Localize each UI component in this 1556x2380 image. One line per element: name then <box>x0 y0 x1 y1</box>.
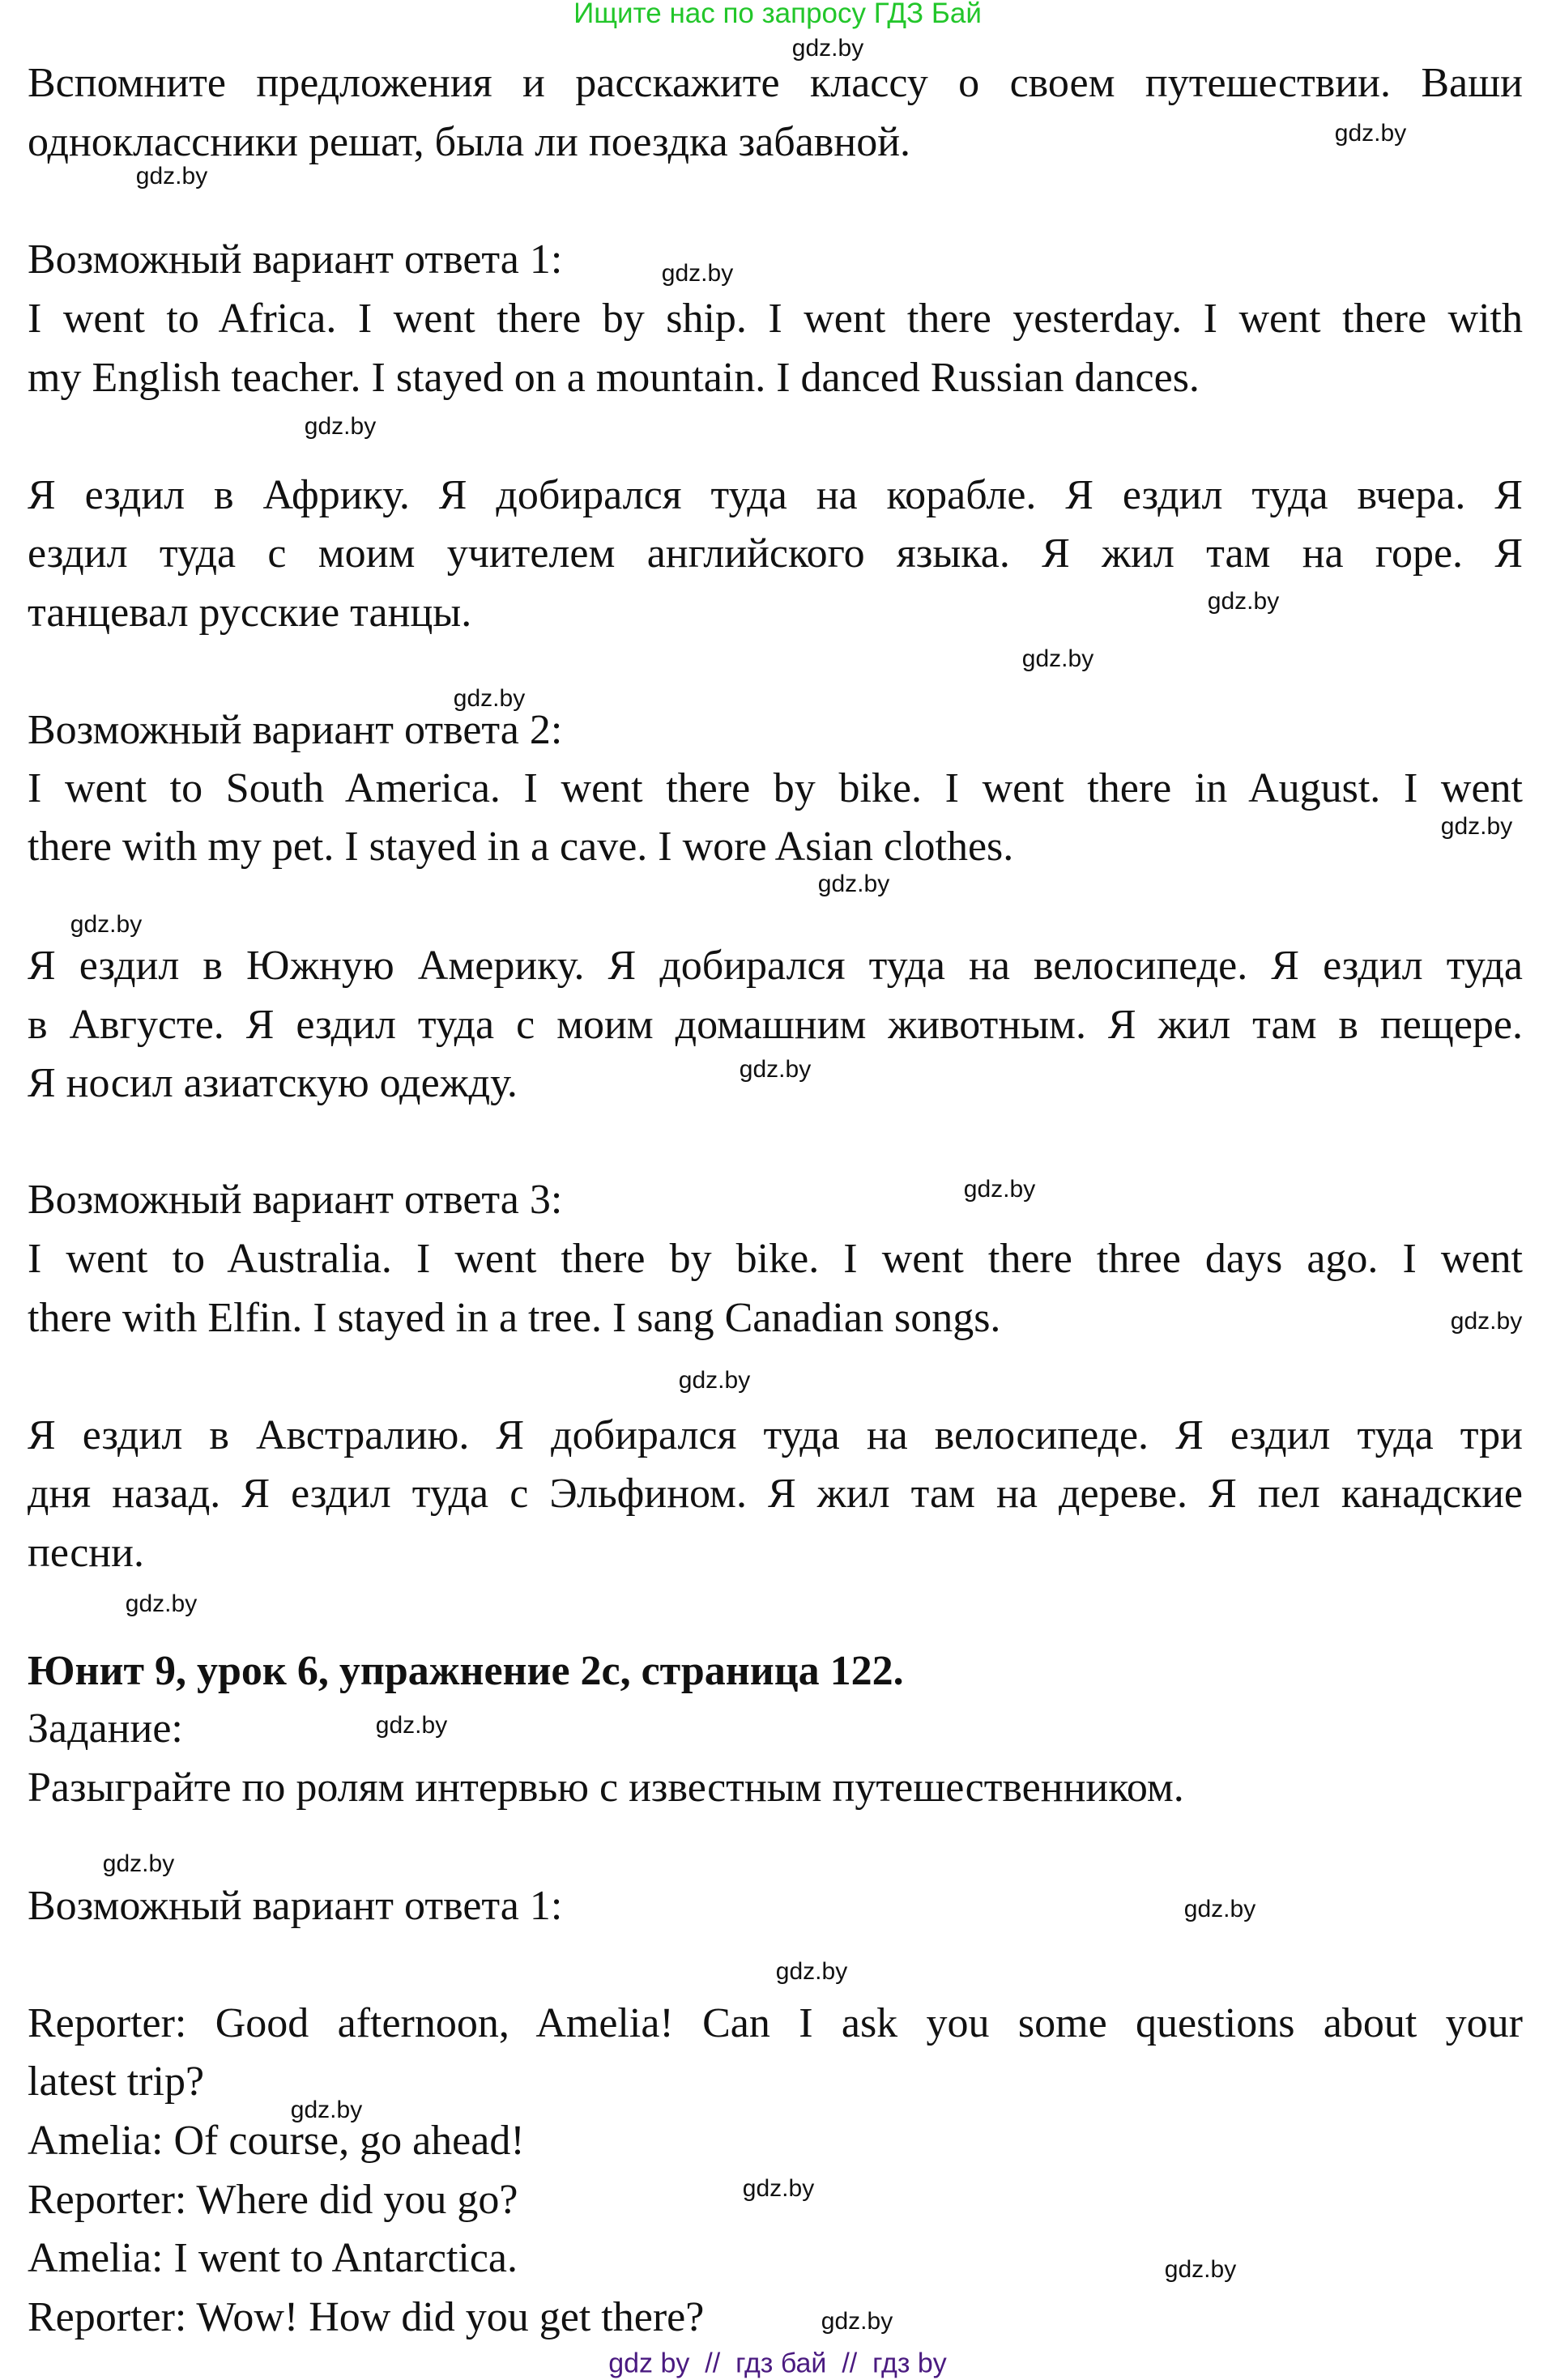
watermark-text: gdz.by <box>739 1056 812 1083</box>
text-line: одноклассники решат, была ли поездка забавной. <box>28 119 911 165</box>
watermark-text: gdz.by <box>963 1176 1036 1203</box>
watermark-text: gdz.by <box>821 2308 893 2335</box>
text-line: Я ездил в Африку. Я добирался туда на корабле. Я ездил туда вчера. Я <box>28 472 1523 518</box>
text-line: Reporter: Good afternoon, Amelia! Can I ask you some questions about your <box>28 2000 1523 2046</box>
footer-watermark: gdz by // гдз бай // гдз by <box>608 2348 947 2379</box>
text-line: танцевал русские танцы. <box>28 590 472 636</box>
watermark-text: gdz.by <box>817 871 890 897</box>
text-line: Возможный вариант ответа 3: <box>28 1177 563 1223</box>
watermark-text: gdz.by <box>70 911 143 938</box>
text-line: Reporter: Wow! How did you get there? <box>28 2294 705 2340</box>
watermark-text: gdz.by <box>1021 645 1094 672</box>
text-line: my English teacher. I stayed on a mountain. I danced Russian dances. <box>28 355 1200 401</box>
watermark-text: gdz.by <box>1164 2256 1237 2283</box>
text-line: Я ездил в Австралию. Я добирался туда на велосипеде. Я ездил туда три <box>28 1412 1523 1458</box>
text-line: Разыграйте по ролям интервью с известным путешественником. <box>28 1765 1184 1811</box>
watermark-text: gdz.by <box>661 260 734 287</box>
text-line: Возможный вариант ответа 1: <box>28 1883 563 1929</box>
text-line: Задание: <box>28 1705 183 1752</box>
watermark-text: gdz.by <box>775 1958 848 1985</box>
watermark-text: gdz.by <box>1440 813 1513 840</box>
text-line: Я ездил в Южную Америку. Я добирался туда на велосипеде. Я ездил туда <box>28 943 1523 989</box>
text-line: дня назад. Я ездил туда с Эльфином. Я жил там на дереве. Я пел канадские <box>28 1471 1523 1517</box>
text-line: I went to South America. I went there by bike. I went there in August. I went <box>28 765 1523 811</box>
text-line: Возможный вариант ответа 2: <box>28 707 563 753</box>
watermark-text: gdz.by <box>791 35 864 62</box>
text-line: there with my pet. I stayed in a cave. I wore Asian clothes. <box>28 824 1014 870</box>
text-line: I went to Australia. I went there by bike. I went there three days ago. I went <box>28 1236 1523 1282</box>
watermark-text: gdz.by <box>678 1367 751 1394</box>
watermark-text: gdz.by <box>125 1590 198 1617</box>
watermark-text: gdz.by <box>1334 120 1407 147</box>
watermark-text: gdz.by <box>135 163 208 189</box>
text-line: песни. <box>28 1530 144 1576</box>
watermark-text: gdz.by <box>102 1850 175 1877</box>
watermark-text: gdz.by <box>742 2175 815 2202</box>
watermark-text: gdz.by <box>1207 588 1280 615</box>
watermark-text: gdz.by <box>290 2097 363 2123</box>
text-line: Reporter: Where did you go? <box>28 2177 518 2223</box>
text-line: Вспомните предложения и расскажите классу о своем путешествии. Ваши <box>28 60 1523 106</box>
text-line: Amelia: Of course, go ahead! <box>28 2118 525 2164</box>
watermark-text: gdz.by <box>453 685 526 712</box>
text-line: ездил туда с моим учителем английского языка. Я жил там на горе. Я <box>28 530 1523 577</box>
watermark-text: gdz.by <box>304 413 377 440</box>
text-line: latest trip? <box>28 2059 205 2105</box>
text-line: Возможный вариант ответа 1: <box>28 236 563 283</box>
text-line: в Августе. Я ездил туда с моим домашним животным. Я жил там в пещере. <box>28 1002 1523 1048</box>
promo-header: Ищите нас по запросу ГДЗ Бай <box>573 0 982 29</box>
watermark-text: gdz.by <box>1183 1896 1256 1922</box>
watermark-text: gdz.by <box>1450 1308 1523 1335</box>
watermark-text: gdz.by <box>375 1712 448 1739</box>
text-line: Я носил азиатскую одежду. <box>28 1060 518 1106</box>
text-line: there with Elfin. I stayed in a tree. I sang Canadian songs. <box>28 1295 1001 1341</box>
text-line: I went to Africa. I went there by ship. I went there yesterday. I went there with <box>28 296 1523 342</box>
text-line: Amelia: I went to Antarctica. <box>28 2235 518 2281</box>
section-title: Юнит 9, урок 6, упражнение 2с, страница 122. <box>28 1648 904 1694</box>
